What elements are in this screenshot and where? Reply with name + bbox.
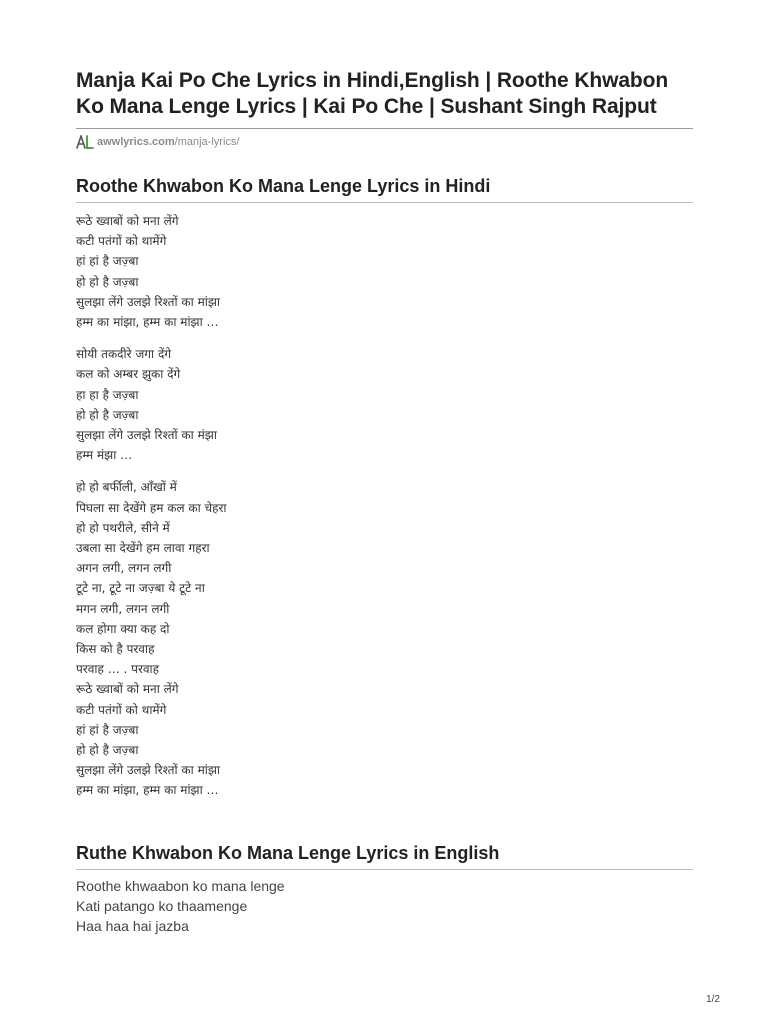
lyric-line: पिघला सा देखेंगे हम कल का चेहरा: [76, 500, 227, 515]
english-section-divider: [76, 869, 693, 870]
lyric-line: हा हा है जज़्बा: [76, 387, 139, 402]
english-lyrics: [76, 876, 693, 936]
hindi-stanza-2: [76, 344, 693, 465]
lyric-line: सुलझा लेंगे उलझे रिश्तों का मांझा: [76, 763, 221, 778]
lyric-line: हां हां है जज़्बा: [76, 722, 139, 737]
source-path: /manja-lyrics/: [174, 136, 240, 148]
awwlyrics-logo-icon: [76, 135, 94, 149]
lyric-line: हां हां है जज़्बा: [76, 254, 139, 269]
lyric-line: किस को है परवाह: [76, 642, 155, 657]
document-title: Manja Kai Po Che Lyrics in Hindi,English | Roothe Khwabon Ko Mana Lenge Lyrics | Kai Po Che | Sushant Singh Rajput: [76, 69, 669, 118]
lyric-line: Kati patango ko thaamenge: [76, 898, 248, 914]
lyric-line: रूठे ख्वाबों को मना लेंगे: [76, 682, 179, 697]
lyric-line: हम्म का मांझा, हम्म का मांझा …: [76, 783, 219, 798]
lyric-line: सुलझा लेंगे उलझे रिश्तों का मांझा: [76, 294, 221, 309]
lyric-line: सोयी तकदीरे जगा देंगे: [76, 347, 172, 362]
lyric-line: Roothe khwaabon ko mana lenge: [76, 878, 285, 894]
lyric-line: परवाह … . परवाह: [76, 662, 160, 677]
hindi-section-divider: [76, 202, 693, 203]
hindi-stanza-3: [76, 477, 693, 800]
lyric-line: हो हो बर्फीली, आँखों में: [76, 480, 177, 495]
hindi-stanza-1: [76, 211, 693, 332]
lyric-line: रूठे ख्वाबों को मना लेंगे: [76, 214, 179, 228]
lyric-line: कल को अम्बर झुका देंगे: [76, 367, 181, 382]
title-divider: [76, 128, 693, 129]
page-number: 1/2: [706, 994, 720, 1005]
lyric-line: उबला सा देखेंगे हम लावा गहरा: [76, 541, 210, 556]
source-domain-link[interactable]: awwlyrics.com: [97, 136, 175, 148]
english-section-heading-text: Ruthe Khwabon Ko Mana Lenge Lyrics in English: [76, 843, 500, 863]
lyric-line: हो हो है जज़्बा: [76, 274, 139, 289]
hindi-section-heading: Roothe Khwabon Ko Mana Lenge Lyrics in Hindi: [76, 176, 491, 196]
lyric-line: हम्म मंझा …: [76, 448, 133, 463]
hindi-lyrics: [76, 211, 693, 801]
lyric-line: हो हो पथरीले, सीने में: [76, 520, 170, 535]
lyric-line: कटी पतंगों को थामेंगे: [76, 702, 167, 717]
lyric-line: मगन लगी, लगन लगी: [76, 601, 170, 616]
lyric-line: अगन लगी, लगन लगी: [76, 561, 172, 576]
source-line: [76, 134, 693, 150]
lyric-line: कटी पतंगों को थामेंगे: [76, 234, 167, 249]
lyric-line: टूटे ना, टूटे ना जज़्बा ये टूटे ना: [76, 581, 205, 596]
lyric-line: हम्म का मांझा, हम्म का मांझा …: [76, 315, 219, 330]
lyric-line: सुलझा लेंगे उलझे रिश्तों का मंझा: [76, 428, 217, 443]
lyric-line: Haa haa hai jazba: [76, 918, 189, 934]
document-page: [76, 0, 693, 934]
lyric-line: कल होगा क्या कह दो: [76, 621, 170, 636]
english-section-heading: [76, 842, 693, 870]
lyric-line: हो हो है जज़्बा: [76, 743, 139, 758]
lyric-line: हो हो है जज़्बा: [76, 407, 139, 422]
